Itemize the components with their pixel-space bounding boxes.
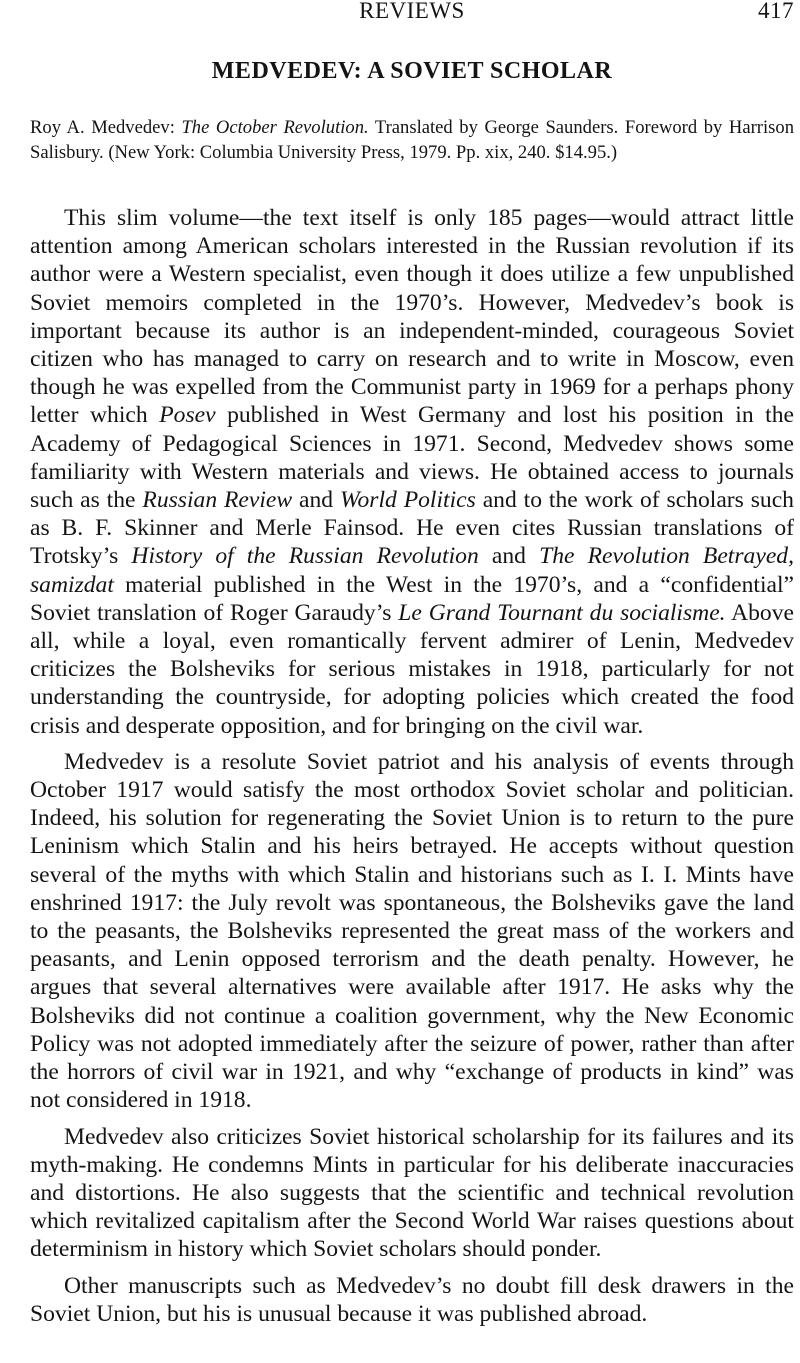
p1-world-politics: World Politics xyxy=(340,487,476,514)
p1-text-g: Above all, while a loyal, even romantically fervent admirer of Lenin, Medvedev criticizes the Bolsheviks for serious mistakes in 1918, particularly for not understanding the countryside, for adopting policies which created the food crisis and desperate opposition, and for bringing on the civil war. xyxy=(30,599,795,739)
p1-garaudy: Le Grand Tournant du socialisme. xyxy=(398,599,726,626)
review-title: MEDVEDEV: A SOVIET SCHOLAR xyxy=(211,58,613,84)
review-body xyxy=(30,204,794,1328)
page-header xyxy=(30,0,794,28)
p1-text-d: and to the work of scholars such as B. F. Skinner and Merle Fainsod. He even cites Russian translations of Trotsky’s xyxy=(30,487,794,570)
book-citation xyxy=(30,116,794,165)
p1-text-b: published in West Germany and lost his position in the Academy of Pedagogical Sciences in 1971. Second, Medvedev shows some familiarity with Western materials and views. He obtained access to journals such as the xyxy=(30,402,794,514)
citation-details: Translated by George Saunders. Foreword by Harrison Salisbury. (New York: Columbia University Press, 1979. Pp. xix, 240. $14.95.) xyxy=(30,117,794,163)
p1-text-a: This slim volume—the text itself is only 185 pages—would attract little attention among American scholars interested in the Russian revolution if its author were a Western specialist, even though it does utilize a few unpublished Soviet memoirs completed in the 1970’s. However, Medvedev’s book is important because its author is an independent-minded, courageous Soviet citizen who has managed to carry on research and to write in Moscow, even though he was expelled from the Communist party in 1969 for a perhaps phony letter which xyxy=(30,205,794,429)
paragraph-4: Other manuscripts such as Medvedev’s no doubt fill desk drawers in the Soviet Union, but his is unusual because it was published abroad. xyxy=(30,1272,794,1327)
p1-revolution-betrayed: The Revolution Betrayed, samizdat xyxy=(30,543,794,598)
paragraph-2: Medvedev is a resolute Soviet patriot and his analysis of events through October 1917 would satisfy the most orthodox Soviet scholar and politician. Indeed, his solution for regenerating the Soviet Union is to return to the pure Leninism which Stalin and his heirs betrayed. He accepts without question several of the myths with which Stalin and historians such as I. I. Mints have enshrined 1917: the July revolt was spontaneous, the Bolsheviks gave the land to the peasants, the Bolsheviks represented the great mass of the workers and peasants, and Lenin opposed terrorism and the death penalty. However, he argues that several alternatives were available after 1917. He asks why the Bolsheviks did not continue a coalition government, why the New Economic Policy was not adopted immediately after the seizure of power, rather than after the horrors of civil war in 1921, and why “exchange of products in kind” was not considered in 1918. xyxy=(30,748,794,1114)
citation-author: Roy A. Medvedev: xyxy=(30,117,182,138)
page-number: 417 xyxy=(758,0,794,23)
p1-text-c: and xyxy=(292,487,340,514)
citation-book-title: The October Revolution. xyxy=(181,117,369,138)
p1-text-e: and xyxy=(478,543,540,570)
p1-posev: Posev xyxy=(159,402,216,429)
paragraph-1 xyxy=(30,204,794,740)
paragraph-3: Medvedev also criticizes Soviet historical scholarship for its failures and its myth-making. He condemns Mints in particular for his deliberate inaccuracies and distortions. He also suggests that the scientific and technical revolution which revitalized capitalism after the Second World War raises questions about determinism in history which Soviet scholars should ponder. xyxy=(30,1123,794,1263)
p1-russian-review: Russian Review xyxy=(142,487,293,514)
running-head: REVIEWS xyxy=(359,0,465,23)
p1-history: History of the Russian Revolution xyxy=(131,543,479,570)
p1-text-f: material published in the West in the 1970’s, and a “confidential” Soviet translation of Roger Garaudy’s xyxy=(30,571,794,626)
